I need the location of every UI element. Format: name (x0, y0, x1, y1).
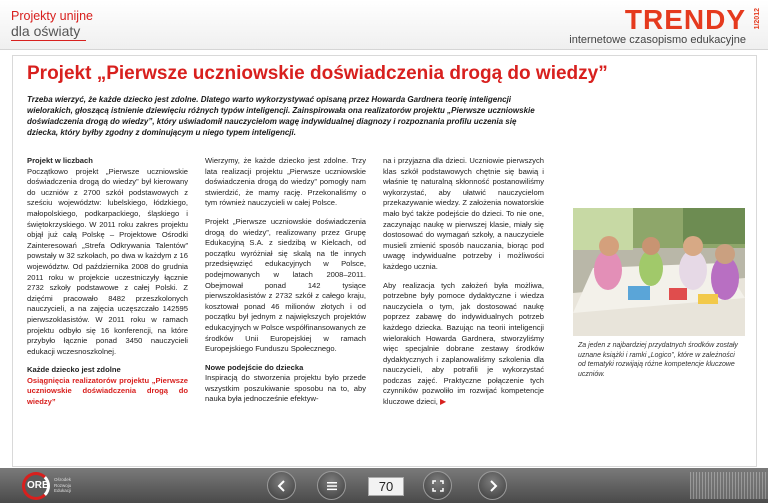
prev-icon (276, 480, 288, 492)
text-column-1 (27, 156, 188, 416)
ore-logo-text: ORE (27, 480, 49, 491)
highlight-paragraph: Osiągnięcia realizatorów projektu „Pierwsze uczniowskie doświadczenia drogą do wiedzy” (27, 375, 188, 407)
classroom-illustration (573, 208, 745, 336)
fullscreen-icon (432, 480, 444, 492)
paragraph: Wierzymy, że każde dziecko jest zdolne. Trzy lata realizacji projektu „Pierwsze uczniowskie doświadczenia drogą do wiedzy” pomogły nam stwierdzić, że mamy rację. Przekonaliśmy o tym również nauczycieli w całej Polsce. (205, 156, 366, 208)
continue-arrow-icon[interactable]: ▶ (440, 397, 447, 407)
brand-block (569, 6, 746, 47)
brand-subtitle: internetowe czasopismo edukacyjne (569, 34, 746, 46)
next-icon (487, 480, 499, 492)
article-lead: Trzeba wierzyć, że każde dziecko jest zdolne. Dlatego warto wykorzystywać opisaną przez Howarda Gardnera teorię inteligencji wielorakich, głoszącą istnienie dziewięciu różnych typów inteligencji. Zainspirowała ona realizatorów projektu „Pierwsze uczniowskie doświadczenia drogą do wiedzy”, który uświadomił nauczycielom wagę indywidualnej diagnozy i rozpoznania profilu uczenia się dziecka, który byłby zgodny z dominującym u niego typem inteligencji. (27, 95, 535, 137)
list-icon (326, 480, 338, 492)
paragraph: Inspiracją do stworzenia projektu było przede wszystkim poszukiwanie sposobu na to, aby nauka była jednocześnie efektyw- (205, 373, 366, 404)
series-line-1: Projekty unijne (11, 9, 93, 23)
classroom-photo (573, 208, 745, 336)
series-underline (11, 40, 86, 41)
photo-caption: Za jeden z najbardziej przydatnych środków zostały uznane książki i ramki „Logico”, które w zależności od tematyki rozwijają różne kompetencje kluczowe uczniów. (578, 342, 738, 378)
section-heading: Projekt w liczbach (27, 156, 93, 165)
brand-logo: TRENDY (624, 4, 746, 35)
contents-button[interactable] (317, 471, 346, 500)
series-line-2: dla oświaty (11, 23, 81, 39)
paragraph: Projekt „Pierwsze uczniowskie doświadczenia drogą do wiedzy”, realizowany przez Grupę Edukacyjną S.A. z siedzibą w Kielcach, od początku wyróżniał się skalą na tle innych przedsięwzięć edukacyjnych w Polsce, podejmowanych w latach 2008–2011. Obejmował ponad 142 tysiące pierwszoklasistów z 2732 szkół z całego kraju, kosztował ponad 46 milionów złotych i od początku był jednym z największych projektów edukacyjnych w Polsce współfinansowanych ze środków Unii Europejskiej w ramach Europejskiego Funduszu Społecznego. (205, 216, 366, 354)
page-number-box[interactable]: 70 (368, 477, 404, 496)
series-label (11, 9, 93, 41)
article-title: Projekt „Pierwsze uczniowskie doświadczenia drogą do wiedzy” (27, 63, 608, 84)
issue-number: 1/2012 (754, 8, 761, 30)
text-column-3 (383, 156, 544, 416)
header (0, 0, 768, 50)
ore-logo-subtext: Ośrodek Rozwoju Edukacji (54, 477, 72, 493)
right-edge-tab (690, 472, 768, 499)
ore-logo[interactable] (22, 472, 80, 500)
section-heading: Każde dziecko jest zdolne (27, 365, 121, 375)
header-divider (0, 49, 768, 50)
section-heading: Nowe podejście do dziecka (205, 362, 304, 372)
text-column-2 (205, 156, 366, 413)
next-page-button[interactable] (478, 471, 507, 500)
prev-page-button[interactable] (267, 471, 296, 500)
footer-toolbar (0, 468, 768, 503)
paragraph: Aby realizacja tych założeń była możliwa, potrzebne były pomoce dydaktyczne i wiedza nauczyciela o tym, jak dostosować naukę poprzez zabawę do indywidualnych potrzeb każdego dziecka. Bazując na teorii inteligencji wielorakich Howarda Gardnera, stworzyliśmy więc specjalnie dobrane zestawy środków dydaktycznych i zaplanowaliśmy szkolenia dla nauczycieli, aby potrafili je wykorzystać podczas zajęć. Praktyczne połączenie tych czynników pozwoliło im rozwijać kompetencje kluczowe dzieci, (383, 280, 544, 407)
paragraph: Początkowo projekt „Pierwsze uczniowskie doświadczenia drogą do wiedzy” był kierowany do uczniów z 2700 szkół podstawowych z sześciu województw: lubelskiego, łódzkiego, małopolskiego, podkarpackiego, śląskiego i świętokrzyskiego. W 2011 roku zakres projektu objął już całą Polskę – Projektowe Ośrodki Zainteresowań „Strefa Odkrywania Talentów” powstały w 32 szkołach, po dwa w każdym z 16 województw. Od października 2008 do grudnia 2011 roku w projekcie uczestniczyły łącznie 2732 szkoły podstawowe z całej Polski. Z dzięćmi pracowało 8482 przeszkolonych nauczycieli, a na zajęcia uczęszczało 142595 pierwszoklasistów. W 2011 roku w ramach projektu odbyło się 16 konferencji, na które przybyło łącznie ponad 3450 nauczycieli edukacji wczesnoszkolnej. (27, 166, 188, 356)
fullscreen-button[interactable] (423, 471, 452, 500)
paragraph: na i przyjazna dla dzieci. Uczniowie pierwszych klas szkół podstawowych chętnie się bawią i właśnie tę naturalną skłonność postanowiliśmy wykorzystać, aby ułatwić nauczycielom przekazywanie wiedzy. Z założenia nowatorskie mało być także podejście do dzieci. To nie one, zaczynając naukę w pierwszej klasie, miały się dostosować do wymagań szkoły, a nauczyciele musieli zmienić sposób nauczania, biorąc pod uwagę indywidualne potrzeby i możliwości każdego ucznia. (383, 156, 544, 271)
